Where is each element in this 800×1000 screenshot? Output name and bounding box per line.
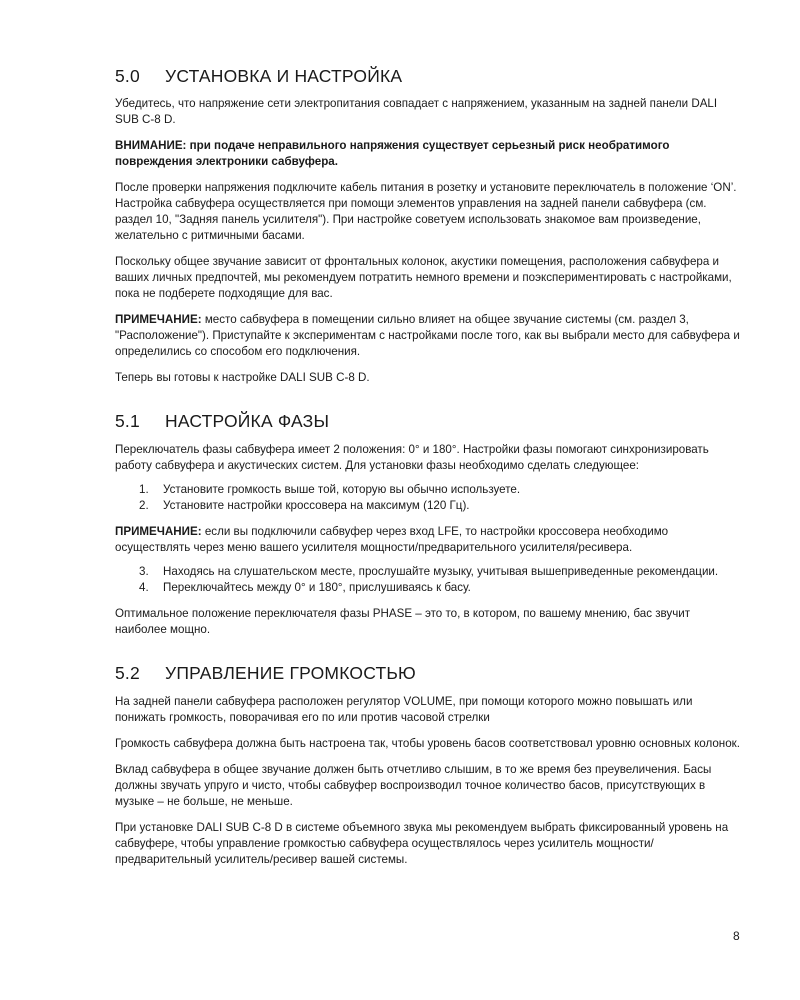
paragraph: Поскольку общее звучание зависит от фронтальных колонок, акустики помещения, расположения сабвуфера и ваших личных предпочтей, мы рекомендуем потратить немного времени и поэкспериментировать с настройками, пока не подберете подходящие для вас. bbox=[115, 255, 732, 300]
paragraph: Громкость сабвуфера должна быть настроена так, чтобы уровень басов соответствовал уровню основных колонок. bbox=[115, 737, 740, 750]
list-number: 1. bbox=[139, 483, 149, 496]
numbered-list bbox=[115, 482, 740, 514]
list-text: Находясь на слушательском месте, прослушайте музыку, учитывая вышеприведенные рекомендации. bbox=[163, 565, 719, 578]
list-item bbox=[115, 580, 740, 596]
list-text: Установите настройки кроссовера на максимум (120 Гц). bbox=[163, 499, 470, 512]
list-number: 3. bbox=[139, 565, 149, 578]
note-label: ПРИМЕЧАНИЕ: bbox=[115, 313, 202, 326]
document-page bbox=[115, 66, 740, 878]
note-text: место сабвуфера в помещении сильно влияет на общее звучание системы (см. раздел 3, "Расположение"). Приступайте к экспериментам с настройками после того, как вы выбрали место для сабвуфера и определились со способом его подключения. bbox=[115, 313, 740, 358]
paragraph: На задней панели сабвуфера расположен регулятор VOLUME, при помощи которого можно повышать или понижать громкость, поворачивая его по или против часовой стрелки bbox=[115, 695, 693, 724]
note-paragraph bbox=[115, 312, 740, 360]
section-heading-5-0 bbox=[115, 66, 740, 87]
paragraph: Теперь вы готовы к настройке DALI SUB C-8 D. bbox=[115, 371, 370, 384]
paragraph: После проверки напряжения подключите кабель питания в розетку и установите переключатель в положение ‘ON’. Настройка сабвуфера осуществляется при помощи элементов управления на задней панели сабвуфера (см. раздел 10, "Задняя панель усилителя"). При настройке советуем использовать знакомое вам произведение, желательно с ритмичными басами. bbox=[115, 181, 737, 242]
page-number: 8 bbox=[733, 929, 740, 943]
paragraph: Вклад сабвуфера в общее звучание должен быть отчетливо слышим, в то же время без преувеличения. Басы должны звучать упруго и чисто, чтобы сабвуфер воспроизводил точное количество басов, присутствующих в музыке – не больше, не меньше. bbox=[115, 763, 712, 808]
section-title: НАСТРОЙКА ФАЗЫ bbox=[165, 411, 330, 431]
list-number: 4. bbox=[139, 581, 149, 594]
paragraph: Оптимальное положение переключателя фазы PHASE – это то, в котором, по вашему мнению, бас звучит наиболее мощно. bbox=[115, 607, 691, 636]
section-heading-5-1 bbox=[115, 411, 740, 432]
list-item bbox=[115, 482, 740, 498]
paragraph: Убедитесь, что напряжение сети электропитания совпадает с напряжением, указанным на задней панели DALI SUB C-8 D. bbox=[115, 97, 718, 126]
list-item bbox=[115, 564, 740, 580]
paragraph: При установке DALI SUB C-8 D в системе объемного звука мы рекомендуем выбрать фиксированный уровень на сабвуфере, чтобы управление громкостью сабвуфера осуществлялось через усилитель мощности/предварительный усилитель/ресивер вашей системы. bbox=[115, 821, 729, 866]
section-title: УПРАВЛЕНИЕ ГРОМКОСТЬЮ bbox=[165, 663, 416, 683]
list-text: Переключайтесь между 0° и 180°, прислушиваясь к басу. bbox=[163, 581, 471, 594]
section-number: 5.2 bbox=[115, 663, 140, 683]
list-number: 2. bbox=[139, 499, 149, 512]
numbered-list bbox=[115, 564, 740, 596]
note-text: если вы подключили сабвуфер через вход LFE, то настройки кроссовера необходимо осуществлять через меню вашего усилителя мощности/предварительного усилителя/ресивера. bbox=[115, 525, 669, 554]
section-number: 5.1 bbox=[115, 411, 140, 431]
warning-paragraph bbox=[115, 138, 740, 170]
note-paragraph bbox=[115, 524, 740, 556]
warning-text: ВНИМАНИЕ: при подаче неправильного напряжения существует серьезный риск необратимого повреждения электроники сабвуфера. bbox=[115, 139, 670, 168]
note-label: ПРИМЕЧАНИЕ: bbox=[115, 525, 202, 538]
section-heading-5-2 bbox=[115, 663, 740, 684]
section-title: УСТАНОВКА И НАСТРОЙКА bbox=[165, 66, 403, 86]
section-number: 5.0 bbox=[115, 66, 140, 86]
list-text: Установите громкость выше той, которую вы обычно используете. bbox=[163, 483, 521, 496]
paragraph: Переключатель фазы сабвуфера имеет 2 положения: 0° и 180°. Настройки фазы помогают синхронизировать работу сабвуфера и акустических систем. Для установки фазы необходимо сделать следующее: bbox=[115, 443, 709, 472]
list-item bbox=[115, 498, 740, 514]
